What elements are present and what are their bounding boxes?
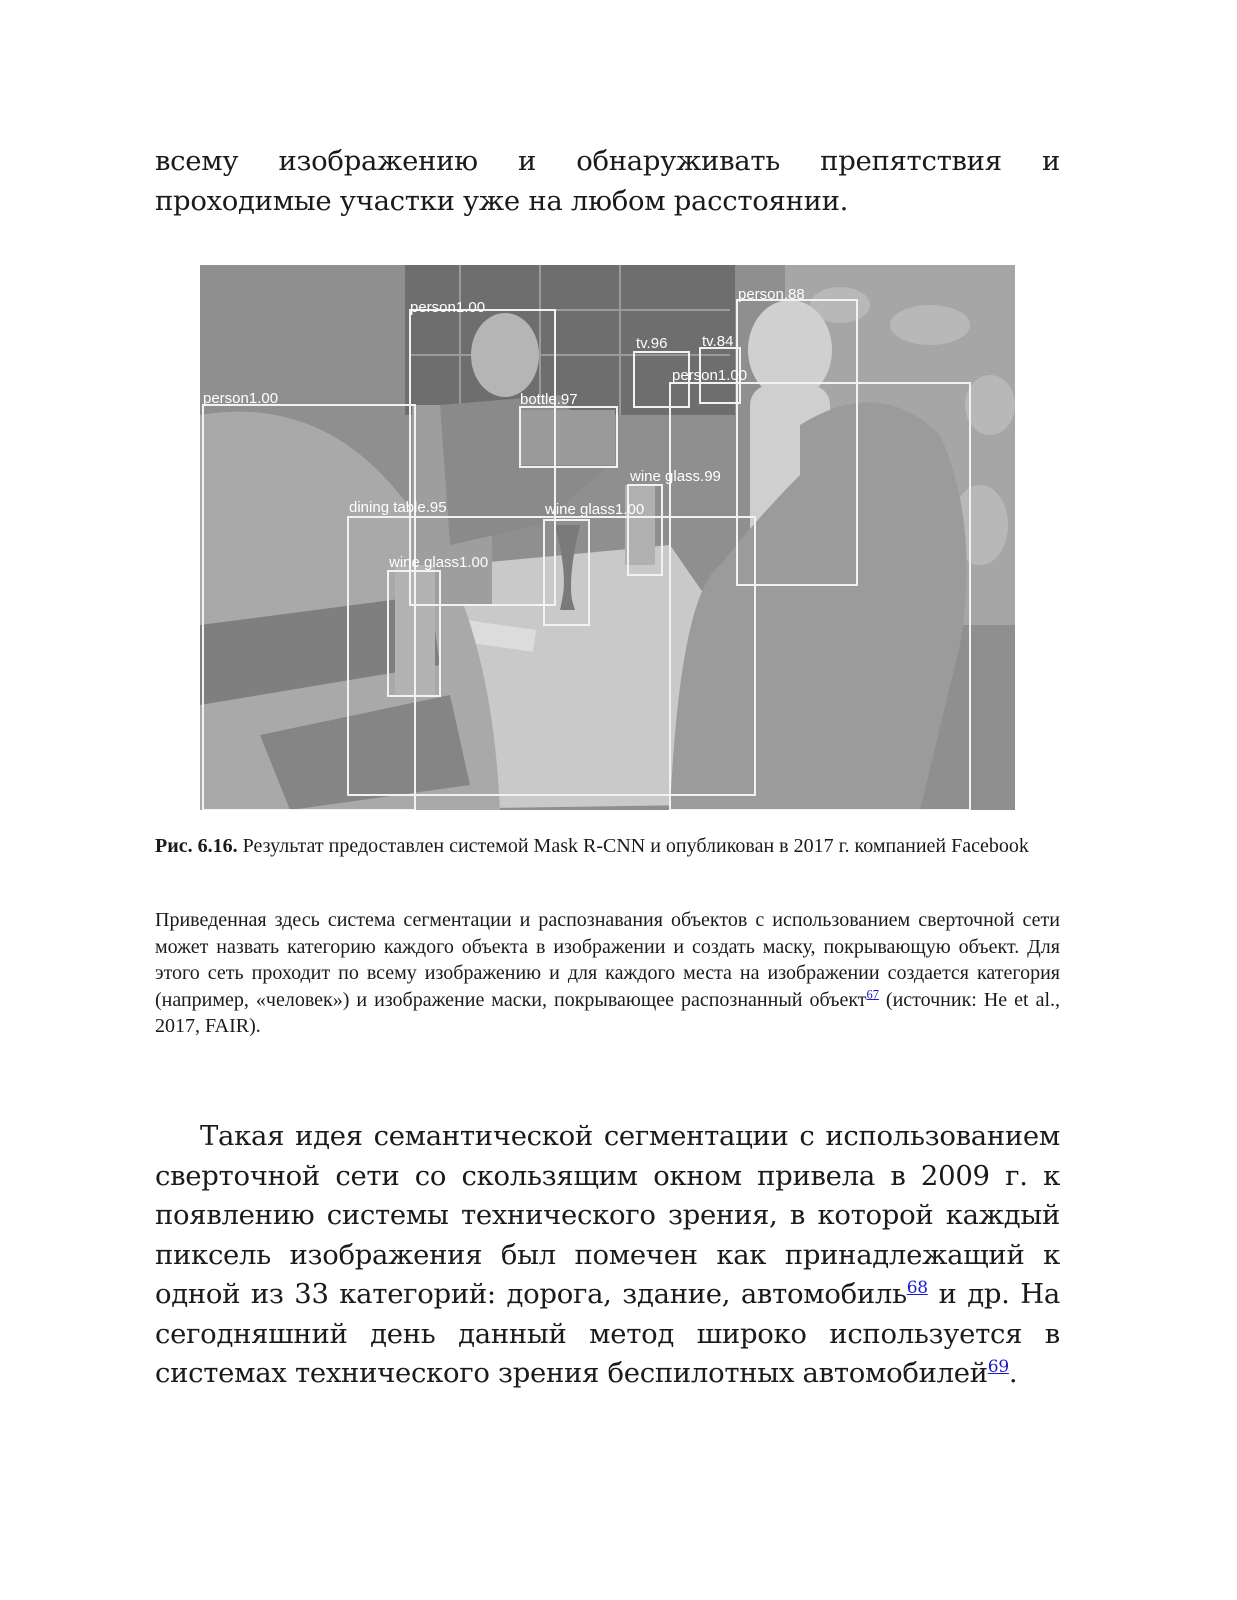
detection-label: tv.84 — [702, 333, 734, 350]
caption-desc-source: (источник: He et al., 2017, FAIR). — [155, 988, 1060, 1037]
detection-label: person1.00 — [672, 367, 748, 384]
paragraph-bottom-text-3: . — [1008, 1357, 1018, 1389]
footnote-link-69[interactable]: 69 — [987, 1356, 1009, 1377]
footnote-link-67[interactable]: 67 — [866, 986, 879, 1001]
figure-mask-rcnn — [200, 265, 1015, 810]
paragraph-bottom — [155, 1117, 1060, 1394]
figure-caption-title — [155, 833, 1060, 860]
segmentation-image — [200, 265, 1015, 810]
detection-label: wine glass1.00 — [545, 501, 645, 518]
paragraph-bottom-text-2: и др. На сегодняшний день данный метод широко используется в системах технического зрения беспилотных автомобилей — [155, 1278, 1061, 1389]
center-man-head — [471, 313, 539, 397]
detection-label: person1.00 — [410, 299, 486, 316]
caption-desc-text: Приведенная здесь система сегментации и распознавания объектов с использованием сверточной сети может назвать категорию каждого объекта в изображении и создать маску, покрывающую объект. Для этого сеть проходит по всему изображению и для каждого места на изображении создается категория (например, «человек») и изображение маски, покрывающее распознанный объект — [155, 909, 1060, 1011]
detection-label: person1.00 — [203, 390, 279, 407]
detection-label: bottle.97 — [520, 391, 578, 408]
detection-label: wine glass.99 — [630, 468, 721, 485]
paragraph-bottom-text-1: Такая идея семантической сегментации с использованием сверточной сети со скользящим окном привела в 2009 г. к появлению системы технического зрения, в которой каждый пиксель изображения был помечен как принадлежащий к одной из 33 категорий: дорога, здание, автомобиль — [155, 1120, 1060, 1310]
figure-number: Рис. 6.16. — [155, 835, 238, 857]
footnote-link-68[interactable]: 68 — [906, 1277, 928, 1298]
figure-caption-description — [155, 907, 1060, 1040]
detection-label: wine glass1.00 — [389, 554, 489, 571]
paragraph-top: всему изображению и обнаруживать препятствия и проходимые участки уже на любом расстоянии. — [155, 145, 1060, 217]
wine-glass-mask-2 — [625, 485, 655, 565]
detection-label: person.88 — [738, 286, 805, 303]
bottle-mask — [520, 410, 615, 465]
detection-label: tv.96 — [636, 335, 668, 352]
figure-caption-text: Результат предоставлен системой Mask R-CNN и опубликован в 2017 г. компанией Facebook — [237, 835, 1029, 857]
detection-label: dining table.95 — [349, 499, 447, 516]
